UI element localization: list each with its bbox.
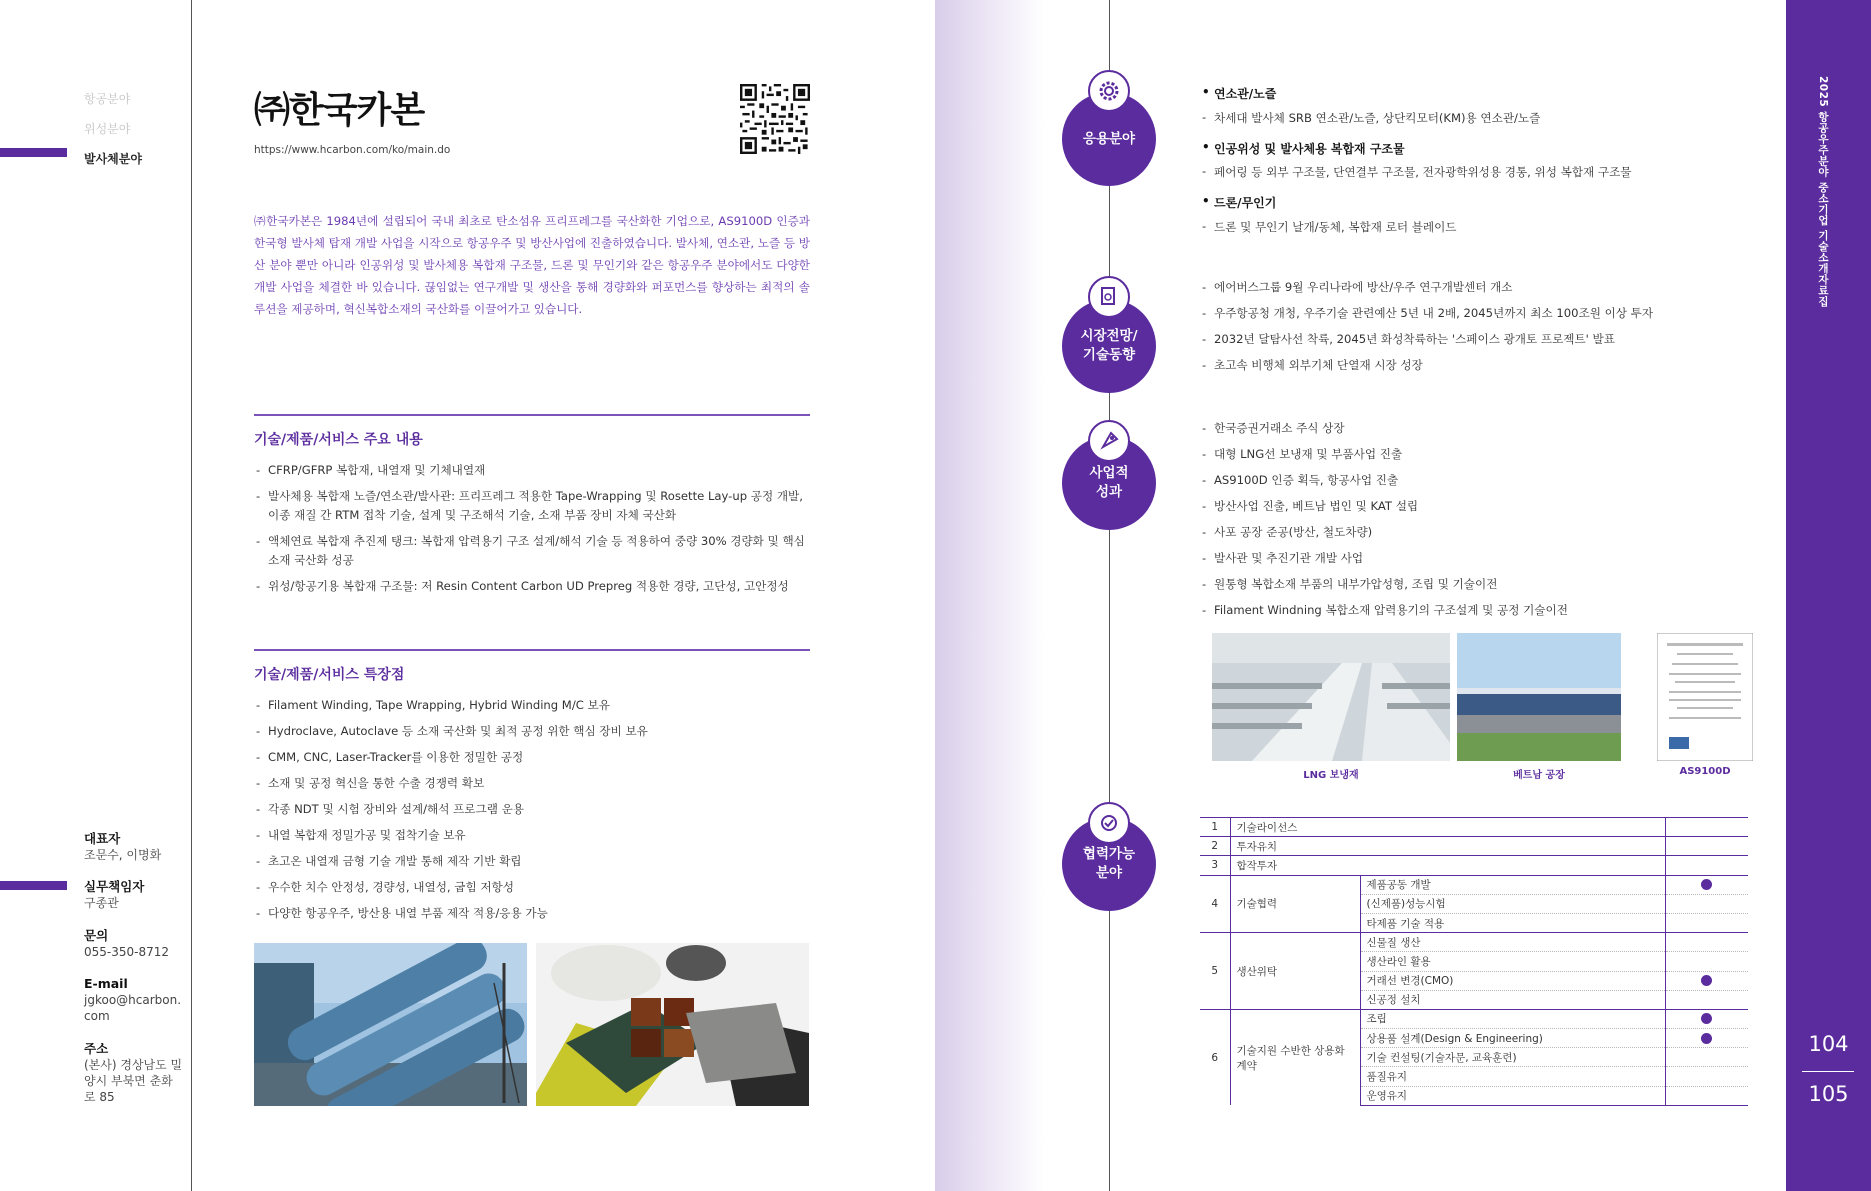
list-item: - 사포 공장 준공(방산, 철도차량): [1200, 519, 1780, 545]
check-cell: [1665, 933, 1748, 952]
email-value[interactable]: jgkoo@hcarbon.com: [84, 993, 182, 1023]
list-item: - 각종 NDT 및 시험 장비와 설계/해석 프로그램 운용: [254, 800, 814, 819]
checked-dot-icon: [1701, 1013, 1712, 1024]
handshake-icon: [1088, 802, 1130, 844]
manager-label: 실무책임자: [84, 879, 145, 894]
list-item: - 한국증권거래소 주식 상장: [1200, 415, 1780, 441]
list-item: - CFRP/GFRP 복합재, 내열재 및 기체내열재: [254, 461, 814, 480]
page-number-right: 105: [1808, 1082, 1849, 1106]
checked-dot-icon: [1701, 1033, 1712, 1044]
email-label: E-mail: [84, 976, 128, 991]
cooperation-label-1: 협력가능: [1082, 846, 1136, 862]
sub-item: 신공정 설치: [1360, 990, 1665, 1009]
check-cell: [1665, 1086, 1748, 1105]
check-cell: [1665, 837, 1748, 856]
list-item: - 소재 및 공정 혁신을 통한 수출 경쟁력 확보: [254, 774, 814, 793]
ceo-value: 조문수, 이명화: [84, 848, 162, 862]
row-number: 6: [1200, 1009, 1230, 1105]
check-cell: [1665, 971, 1748, 990]
caption-as9100d: AS9100D: [1679, 766, 1731, 777]
document-chart-icon: [1088, 276, 1130, 318]
contact-marker: [0, 881, 67, 890]
check-cell: [1665, 1067, 1748, 1086]
row-number: 4: [1200, 875, 1230, 933]
ceo-label: 대표자: [84, 831, 121, 846]
sub-item: 제품공동 개발: [1360, 875, 1665, 894]
row-number: 1: [1200, 818, 1230, 837]
application-sub: - 차세대 발사체 SRB 연소관/노즐, 상단킥모터(KM)용 연소관/노즐: [1200, 110, 1540, 126]
check-cell: [1665, 1048, 1748, 1067]
list-item: - 대형 LNG선 보냉재 및 부품사업 진출: [1200, 441, 1780, 467]
checked-dot-icon: [1701, 879, 1712, 890]
achievements-label-2: 성과: [1095, 484, 1123, 500]
check-cell: [1665, 856, 1748, 875]
qr-code-icon: [740, 84, 810, 154]
application-sub: - 드론 및 무인기 날개/동체, 복합재 로터 블레이드: [1200, 219, 1457, 235]
check-cell: [1665, 875, 1748, 894]
check-cell: [1665, 990, 1748, 1009]
check-cell: [1665, 1009, 1748, 1028]
rocket-icon: [1088, 420, 1130, 462]
section-title-strengths: 기술/제품/서비스 특장점: [254, 667, 405, 683]
sub-item: 기술 컨설팅(기술자문, 교육훈련): [1360, 1048, 1665, 1067]
row-category: 기술협력: [1230, 875, 1360, 933]
main-content-list: [254, 461, 814, 603]
company-name: ㈜한국카본: [254, 90, 425, 131]
product-photo-materials: [536, 943, 809, 1106]
application-head: • 드론/무인기: [1200, 194, 1276, 211]
category-nav: [84, 84, 142, 174]
publication-title: 2025 항공우주분야 중소기업 기술소개자료집: [1817, 76, 1829, 307]
check-cell: [1665, 818, 1748, 837]
page-gutter: [935, 0, 1045, 1191]
market-label-1: 시장전망/: [1080, 328, 1138, 344]
list-item: - 발사관 및 추진기관 개발 사업: [1200, 545, 1780, 571]
list-item: - 내열 복합재 정밀가공 및 접착기술 보유: [254, 826, 814, 845]
check-cell: [1665, 1029, 1748, 1048]
photo-as9100d-certificate: [1657, 633, 1753, 761]
caption-lng: LNG 보냉재: [1303, 770, 1359, 781]
application-label: 응용분야: [1082, 130, 1136, 147]
list-item: - Filament Winding, Tape Wrapping, Hybrid Winding M/C 보유: [254, 696, 814, 715]
row-category: 투자유치: [1230, 837, 1665, 856]
gear-icon: [1088, 70, 1130, 112]
check-cell: [1665, 952, 1748, 971]
contact-address: [84, 1041, 184, 1105]
list-item: - 2032년 달탐사선 착륙, 2045년 화성착륙하는 '스페이스 광개토 프로젝트' 발표: [1200, 326, 1780, 352]
market-label-2: 기술동향: [1082, 347, 1136, 363]
photo-lng-insulation: [1212, 633, 1450, 761]
list-item: - 다양한 항공우주, 방산용 내열 부품 제작 적용/응용 가능: [254, 904, 814, 923]
list-item: - 에어버스그룹 9월 우리나라에 방산/우주 연구개발센터 개소: [1200, 274, 1780, 300]
application-head: • 인공위성 및 발사체용 복합재 구조물: [1200, 140, 1405, 157]
manager-value: 구종관: [84, 896, 119, 910]
photo-vietnam-factory: [1457, 633, 1621, 761]
sub-item: 상용품 설계(Design & Engineering): [1360, 1029, 1665, 1048]
achievements-list: [1200, 415, 1780, 623]
list-item: - 초고속 비행체 외부기체 단열재 시장 성장: [1200, 352, 1780, 378]
left-divider: [191, 0, 192, 1191]
sub-item: 신물질 생산: [1360, 933, 1665, 952]
sub-item: 거래선 변경(CMO): [1360, 971, 1665, 990]
application-sub: - 페어링 등 외부 구조물, 단연결부 구조물, 전자광학위성용 경통, 위성 복합재 구조물: [1200, 164, 1632, 180]
product-photo-launchers: [254, 943, 527, 1106]
section-title-main-content: 기술/제품/서비스 주요 내용: [254, 432, 423, 448]
strengths-list: [254, 696, 814, 930]
list-item: - Hydroclave, Autoclave 등 소재 국산화 및 최적 공정 위한 핵심 장비 보유: [254, 722, 814, 741]
nav-active-marker: [0, 148, 67, 157]
nav-item-launcher[interactable]: 발사체분야: [84, 152, 142, 166]
list-item: - Filament Windning 복합소재 압력용기의 구조설계 및 공정 기술이전: [1200, 597, 1780, 623]
row-number: 5: [1200, 933, 1230, 1010]
phone-label: 문의: [84, 928, 109, 943]
check-cell: [1665, 913, 1748, 932]
contact-email: [84, 976, 184, 1024]
caption-vietnam: 베트남 공장: [1513, 770, 1565, 781]
sub-item: 조립: [1360, 1009, 1665, 1028]
list-item: - 방산사업 진출, 베트남 법인 및 KAT 설립: [1200, 493, 1780, 519]
achievements-label-1: 사업적: [1089, 465, 1129, 481]
checked-dot-icon: [1701, 975, 1712, 986]
row-category: 기술지원 수반한 상용화 계약: [1230, 1009, 1360, 1105]
contact-manager: [84, 879, 184, 911]
row-category: 기술라이선스: [1230, 818, 1665, 837]
list-item: - 우주항공청 개청, 우주기술 관련예산 5년 내 2배, 2045년까지 최소 100조원 이상 투자: [1200, 300, 1780, 326]
row-number: 2: [1200, 837, 1230, 856]
company-url[interactable]: https://www.hcarbon.com/ko/main.do: [254, 144, 451, 156]
address-value: (본사) 경상남도 밀양시 부북면 춘화로 85: [84, 1058, 183, 1104]
cooperation-table: [1200, 817, 1748, 1106]
sub-item: 타제품 기술 적용: [1360, 913, 1665, 932]
list-item: - CMM, CNC, Laser-Tracker를 이용한 정밀한 공정: [254, 748, 814, 767]
row-category: 합작투자: [1230, 856, 1665, 875]
contact-ceo: [84, 831, 184, 863]
page-number-divider: [1802, 1071, 1854, 1072]
list-item: - 우수한 치수 안정성, 경량성, 내열성, 굽힘 저항성: [254, 878, 814, 897]
check-cell: [1665, 894, 1748, 913]
address-label: 주소: [84, 1041, 109, 1056]
sub-item: 생산라인 활용: [1360, 952, 1665, 971]
cooperation-label-2: 분야: [1095, 865, 1123, 881]
page-number-left: 104: [1808, 1032, 1849, 1056]
contact-phone: [84, 928, 184, 960]
section-divider: [254, 649, 810, 651]
sub-item: 품질유지: [1360, 1067, 1665, 1086]
section-divider: [254, 414, 810, 416]
sub-item: (신제품)성능시험: [1360, 894, 1665, 913]
phone-value[interactable]: 055-350-8712: [84, 945, 170, 959]
nav-item-aviation[interactable]: 항공분야: [84, 92, 131, 106]
list-item: - AS9100D 인증 획득, 항공사업 진출: [1200, 467, 1780, 493]
market-list: [1200, 274, 1780, 378]
list-item: - 액체연료 복합재 추진제 탱크: 복합재 압력용기 구조 설계/해석 기술 등 적용하여 중량 30% 경량화 및 핵심 소재 국산화 성공: [254, 532, 814, 570]
list-item: - 위성/항공기용 복합재 구조물: 저 Resin Content Carbon UD Prepreg 적용한 경량, 고단성, 고안정성: [254, 577, 814, 596]
list-item: - 발사체용 복합재 노즐/연소관/발사관: 프리프레그 적용한 Tape-Wrapping 및 Rosette Lay-up 공정 개발, 이종 재질 간 RTM 접착 기술, 설계 및 구조해석 기술, 소재 부품 장비 자체 국산화: [254, 487, 814, 525]
sub-item: 운영유지: [1360, 1086, 1665, 1105]
company-intro: ㈜한국카본은 1984년에 설립되어 국내 최초로 탄소섬유 프리프레그를 국산화한 기업으로, AS9100D 인증과 한국형 발사체 탑재 개발 사업을 시작으로 항공우주 및 방산사업에 진출하였습니다. 발사체, 연소관, 노즐 등 방산 분야 뿐만 아니라 인공위성 및 발사체용 복합재 구조물, 드론 및 무인기와 같은 항공우주 분야에서도 다양한 개발 사업을 체결한 바 있습니다. 끊임없는 연구개발 및 생산을 통해 경량화와 퍼포먼스를 향상하는 최적의 솔루션을 제공하며, 혁신복합소재의 국산화를 이끌어가고 있습니다.: [254, 214, 810, 316]
row-number: 3: [1200, 856, 1230, 875]
nav-item-satellite[interactable]: 위성분야: [84, 122, 131, 136]
application-head: • 연소관/노즐: [1200, 85, 1276, 102]
list-item: - 초고온 내열재 금형 기술 개발 통해 제작 기반 확립: [254, 852, 814, 871]
row-category: 생산위탁: [1230, 933, 1360, 1010]
list-item: - 원통형 복합소재 부품의 내부가압성형, 조립 및 기술이전: [1200, 571, 1780, 597]
